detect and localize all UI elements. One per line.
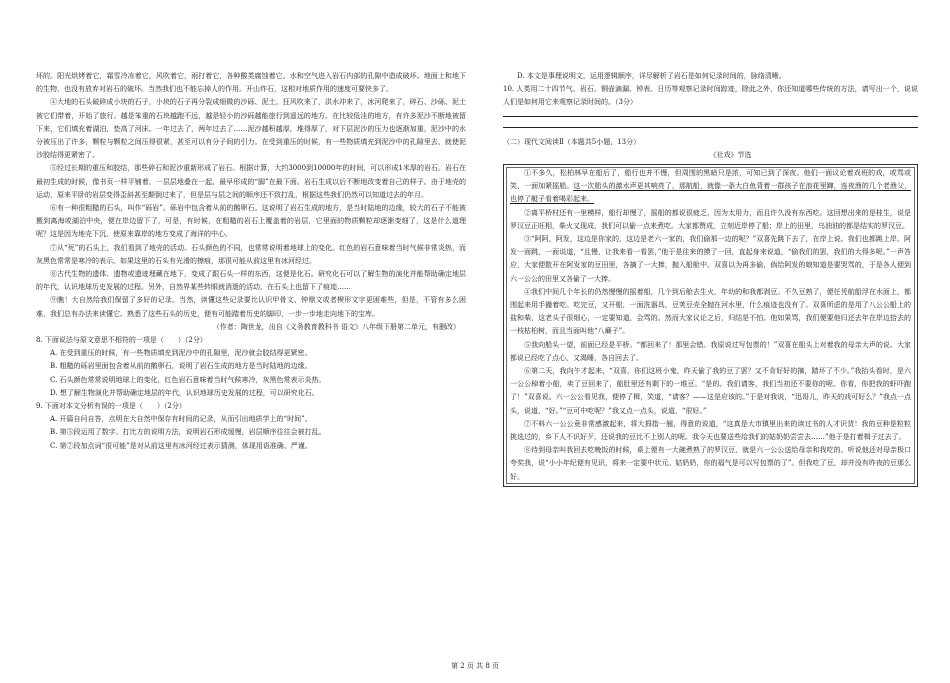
paragraph-4: ④大地的石头破碎成小块的石子，小块的石子再分裂成细微的沙砾、泥土。狂风吹来了，洪水冲来了，冰河爬来了，碎石、沙砾、泥土被它们带着，开始了旅行。越是笨重的石块越跑不远，越是轻小的沙砾越能旅行到遥远的地方。在比较低洼的地方，有许多泥沙不断地被留下来，它们填充着湖泊，垫高了河床。一年过去了，两年过去了……泥沙越积越厚，堆得厚了，对下层泥沙的压力也逐渐加重，泥沙中的水分被压出了许多，颗粒与颗粒之间压得很紧，甚至可以有分子间的引力。在受到重压的时候，有一些物质填充到泥沙中的孔隙里去，就使泥沙胶结得更紧密了。 <box>36 98 466 160</box>
paragraph-6: ⑥有一种很粗糙的石头，叫作“砾岩”。砾岩中包含着从前的鹅卵石。这说明了岩石生成的地方，是当时陆地的边缘，较大的石子不能被搬到离海或湖泊中央，便在岸边留下了，可是，有时候，在粗糙的岩石上覆盖着的岩层，它里面的物质颗粒却逐渐变细了，这是什么道理呢？这是因为地壳下沉，使原来靠岸的地方变成了海洋的中心。 <box>36 204 466 239</box>
passage-paragraph-5: ⑤我向船头一望，前面已经是平桥。“都回来了！那里会错。我原说过写包票的！”双喜在船头上对着我的母亲大声的说。大家都说已经吃了点心，又渴睡，各自回去了。 <box>510 340 911 362</box>
question-9-stem: 9. 下面对本文分析有误的一项是（ ）（2分） <box>36 402 186 411</box>
paragraph-7: ⑦从“死”的石头上，我们看到了地壳的活动。石头颜色的不同，也常常说明着地球上的变化。红色的岩石意味着当时气候非常炎热，而灰黑色常常是寒冷的表示。如果这里的石头有光滑的擦痕，那很可能从前这里有冰河经过。 <box>36 243 466 265</box>
right-column <box>503 70 918 487</box>
passage-paragraph-1-underlined: 这一次船头的激水声更其响亮了，那航船，就像一条大白鱼背着一群孩子在浪花里蹿，连夜渔的几个老渔父，也停了艇子看着喝彩起来。 <box>510 182 912 204</box>
section-title: （二）现代文阅读Ⅱ（本题共5小题，13分） <box>503 137 641 146</box>
question-8-option-d: D. 想了解生物演化并帮助确定地层的年代，认识地球历史发展的过程，可以研究化石。 <box>50 388 319 397</box>
passage-paragraph-3: ③“阿阿，阿发，这边是你家的，这边是老六一家的，我们偷那一边的呢？”双喜先跳下去了，在岸上说。我们也都跳上岸。阿发一面跳，一面说道，“且慢，让我来看一看罢，”他于是往来的摸了一回，直起身来说道，“偷我们的罢，我们的大得多呢。”一声答应，大家便散开在阿发家的豆田里，各摘了一大捧，抛入船舱中。双喜以为再多偷，倘给阿发的娘知道是要哭骂的，于是各人便到六一公公的田里又各偷了一大捧。 <box>510 235 911 283</box>
question-10: 10. 人类用二十四节气、岩石、铜壶滴漏、钟表、日历等观察记录时间踪迹，除此之外，你还知道哪些传统的方法，请写出一个，说说人们是如何用它来观察记录时间的。（3分） <box>503 85 918 107</box>
intro-paragraph: 坏的。阳光烘烤着它，霜雪冷冻着它，风吹着它，雨打着它，各种酸类腐蚀着它。水和空气进入岩石内部的孔隙中造成破坏。地面上和地下的生物，也没有放弃对岩石的破坏。当然我们也不能忘掉人的作用。开山炸石，这相对地质作用的速度可要快多了。 <box>36 72 466 94</box>
question-8-option-b: B. 粗糙的砾岩里面包含着从前的鹅卵石，说明了岩石生成的地方是当时陆地的边缘。 <box>50 362 312 371</box>
passage-paragraph-4: ④我们中间几个年长的仍然慢慢的摇着船，几个到后舱去生火，年幼的和我都剥豆。不久豆熟了，便任凭航船浮在水面上，都围起来用手撮着吃。吃完豆，又开船，一面洗器具，豆荚豆壳全抛在河水里，什么痕迹也没有了。双喜所虑的是用了八公公船上的盐和柴，这老头子很细心，一定要知道，会骂的。然而大家议论之后，归结是不怕。他如果骂，我们便要他归还去年在岸边拾去的一枝枯桕树，而且当面叫他“八癞子”。 <box>510 287 911 336</box>
passage-paragraph-1-text: ①不多久，松柏林早在船后了，船行也并不慢，但周围的黑暗只是浓，可知已到了深夜。他们一面议论着戏班的戏，或骂或笑，一面加紧摇船。 <box>510 169 911 191</box>
passage-paragraph-6: ⑥第二天，我向午才起来，“双喜，你们这班小鬼，昨天偷了我的豆了罢？又不肯好好的摘，踏坏了不少。”我抬头看时，是六一公公棹着小船，卖了豆回来了，船肚里还有剩下的一堆豆。“是的。我们请客，我们当初还不要你的呢。你看，你把我的虾吓跑了！”双喜说。六一公公看见我，便停了楫，笑道，“请客？——这是应该的。”于是对我说，“迅哥儿，昨天的戏可好么？”我点一点头，说道，“好。”“豆可中吃呢？”我又点一点头，说道，“很好。” <box>510 367 911 415</box>
passage-title: 《社戏》节选 <box>709 150 752 159</box>
question-9-option-b: B. 第⑤段运用了数字、打比方的说明方法，说明岩石形成缓慢，岩层顺序往往会被打乱。 <box>50 428 326 437</box>
page-footer: 第 2 页 共 8 页 <box>450 662 500 670</box>
passage-box <box>503 164 918 487</box>
passage-paragraph-7: ⑦不料六一公公竟非常感激起来，将大拇指一翘，得意的说道，“这真是大市镇里出来的读过书的人才识货！我的豆种是粒粒挑选过的，乡下人不识好歹，还说我的豆比不上别人的呢。我今天也要送些给我们的姑奶奶尝尝去……”他于是打着楫子过去了。 <box>510 419 911 442</box>
question-9-option-a: A. 开篇自问自答，点明在大自然中保存有时间的记录，从而引出地质学上的“时间”。 <box>50 415 312 424</box>
left-column <box>36 70 466 453</box>
passage-paragraph-8: ⑧待到母亲叫我回去吃晚饭的时候，桌上便有一大碗煮熟了的罗汉豆，就是六一公公送给母亲和我吃的。听说他还对母亲极口夸奖我，说“小小年纪便有见识，将来一定要中状元。姑奶奶，你的福气是可以写包票的了”。但我吃了豆，却并没有昨夜的豆那么好。 <box>510 446 911 481</box>
paragraph-5: ⑤经过长期的重压和胶结，那些碎石和泥沙重新形成了岩石。根据计算，大约3000到10000年的时间，可以形成1米厚的岩石。岩石在最初生成的时候，像书页一样平铺着，一层层地叠在一起，最早形成的“脚”在最下面。岩石生成以后不断地改变着自己的样子。由于地壳的运动，原来平卧的岩层变得歪斜甚至颠倒过来了，但是层与层之间的顺序还不致打乱，根据这些我们仍然可以知道过去的年月。 <box>36 164 466 199</box>
question-9-option-c: C. 第⑦段加点词“很可能”是对从前这里有冰河经过表示猜测，体现用语准确、严谨。 <box>50 441 312 450</box>
question-8-option-c: C. 石头颜色常常说明地球上的变化，红色岩石意味着当时气候寒冷，灰黑色常表示炎热。 <box>50 375 326 384</box>
question-9-option-d: D. 本文是事理说明文，运用逻辑顺序，详尽解析了岩石是如何记录时间的，脉络清晰。 <box>517 72 786 80</box>
paragraph-8: ⑧古代生物的遗体、遗物或遗迹埋藏在地下，变成了跟石头一样的东西，这便是化石。研究化石可以了解生物的演化并能帮助确定地层的年代，认识地球历史发展的过程。另外，自然界某些转眼就消逝的活动，在石头上也留下了痕迹…… <box>36 270 466 292</box>
question-8-option-a: A. 在受到重压的时候，有一些物质填充到泥沙中的孔隙里，泥沙就会胶结得更紧密。 <box>50 349 312 358</box>
passage-paragraph-2: ②离平桥村还有一里模样，船行却慢了，摇船的都说很疲乏，因为太用力，而且许久没有东西吃。这回想出来的是桂生，说是罗汉豆正旺相，柴火又现成，我们可以偷一点来煮吃。大家都赞成，立刻近岸停了船；岸上的田里，乌油油的都是结实的罗汉豆。 <box>510 208 911 230</box>
paragraph-9: ⑨瞧！大自然给我们保留了多好的记录。当然，读懂这些记录要比认识甲骨文、钟鼎文或者楔形文字更困难些，但是，不管有多么困难，我们总有办法来读懂它。熟悉了这些石头的历史，便有可能踏着历史的脚印，一步一步地走向地下的宝库。 <box>36 296 466 318</box>
source-citation: （作者：陶世龙，出自《义务教育教科书 语文》八年级下册第二单元，有删改） <box>212 322 460 331</box>
passage-paragraph-1 <box>510 167 911 207</box>
question-8-stem: 8. 下面说法与原文意思不相符的一项是（ ）（2分） <box>36 336 207 345</box>
